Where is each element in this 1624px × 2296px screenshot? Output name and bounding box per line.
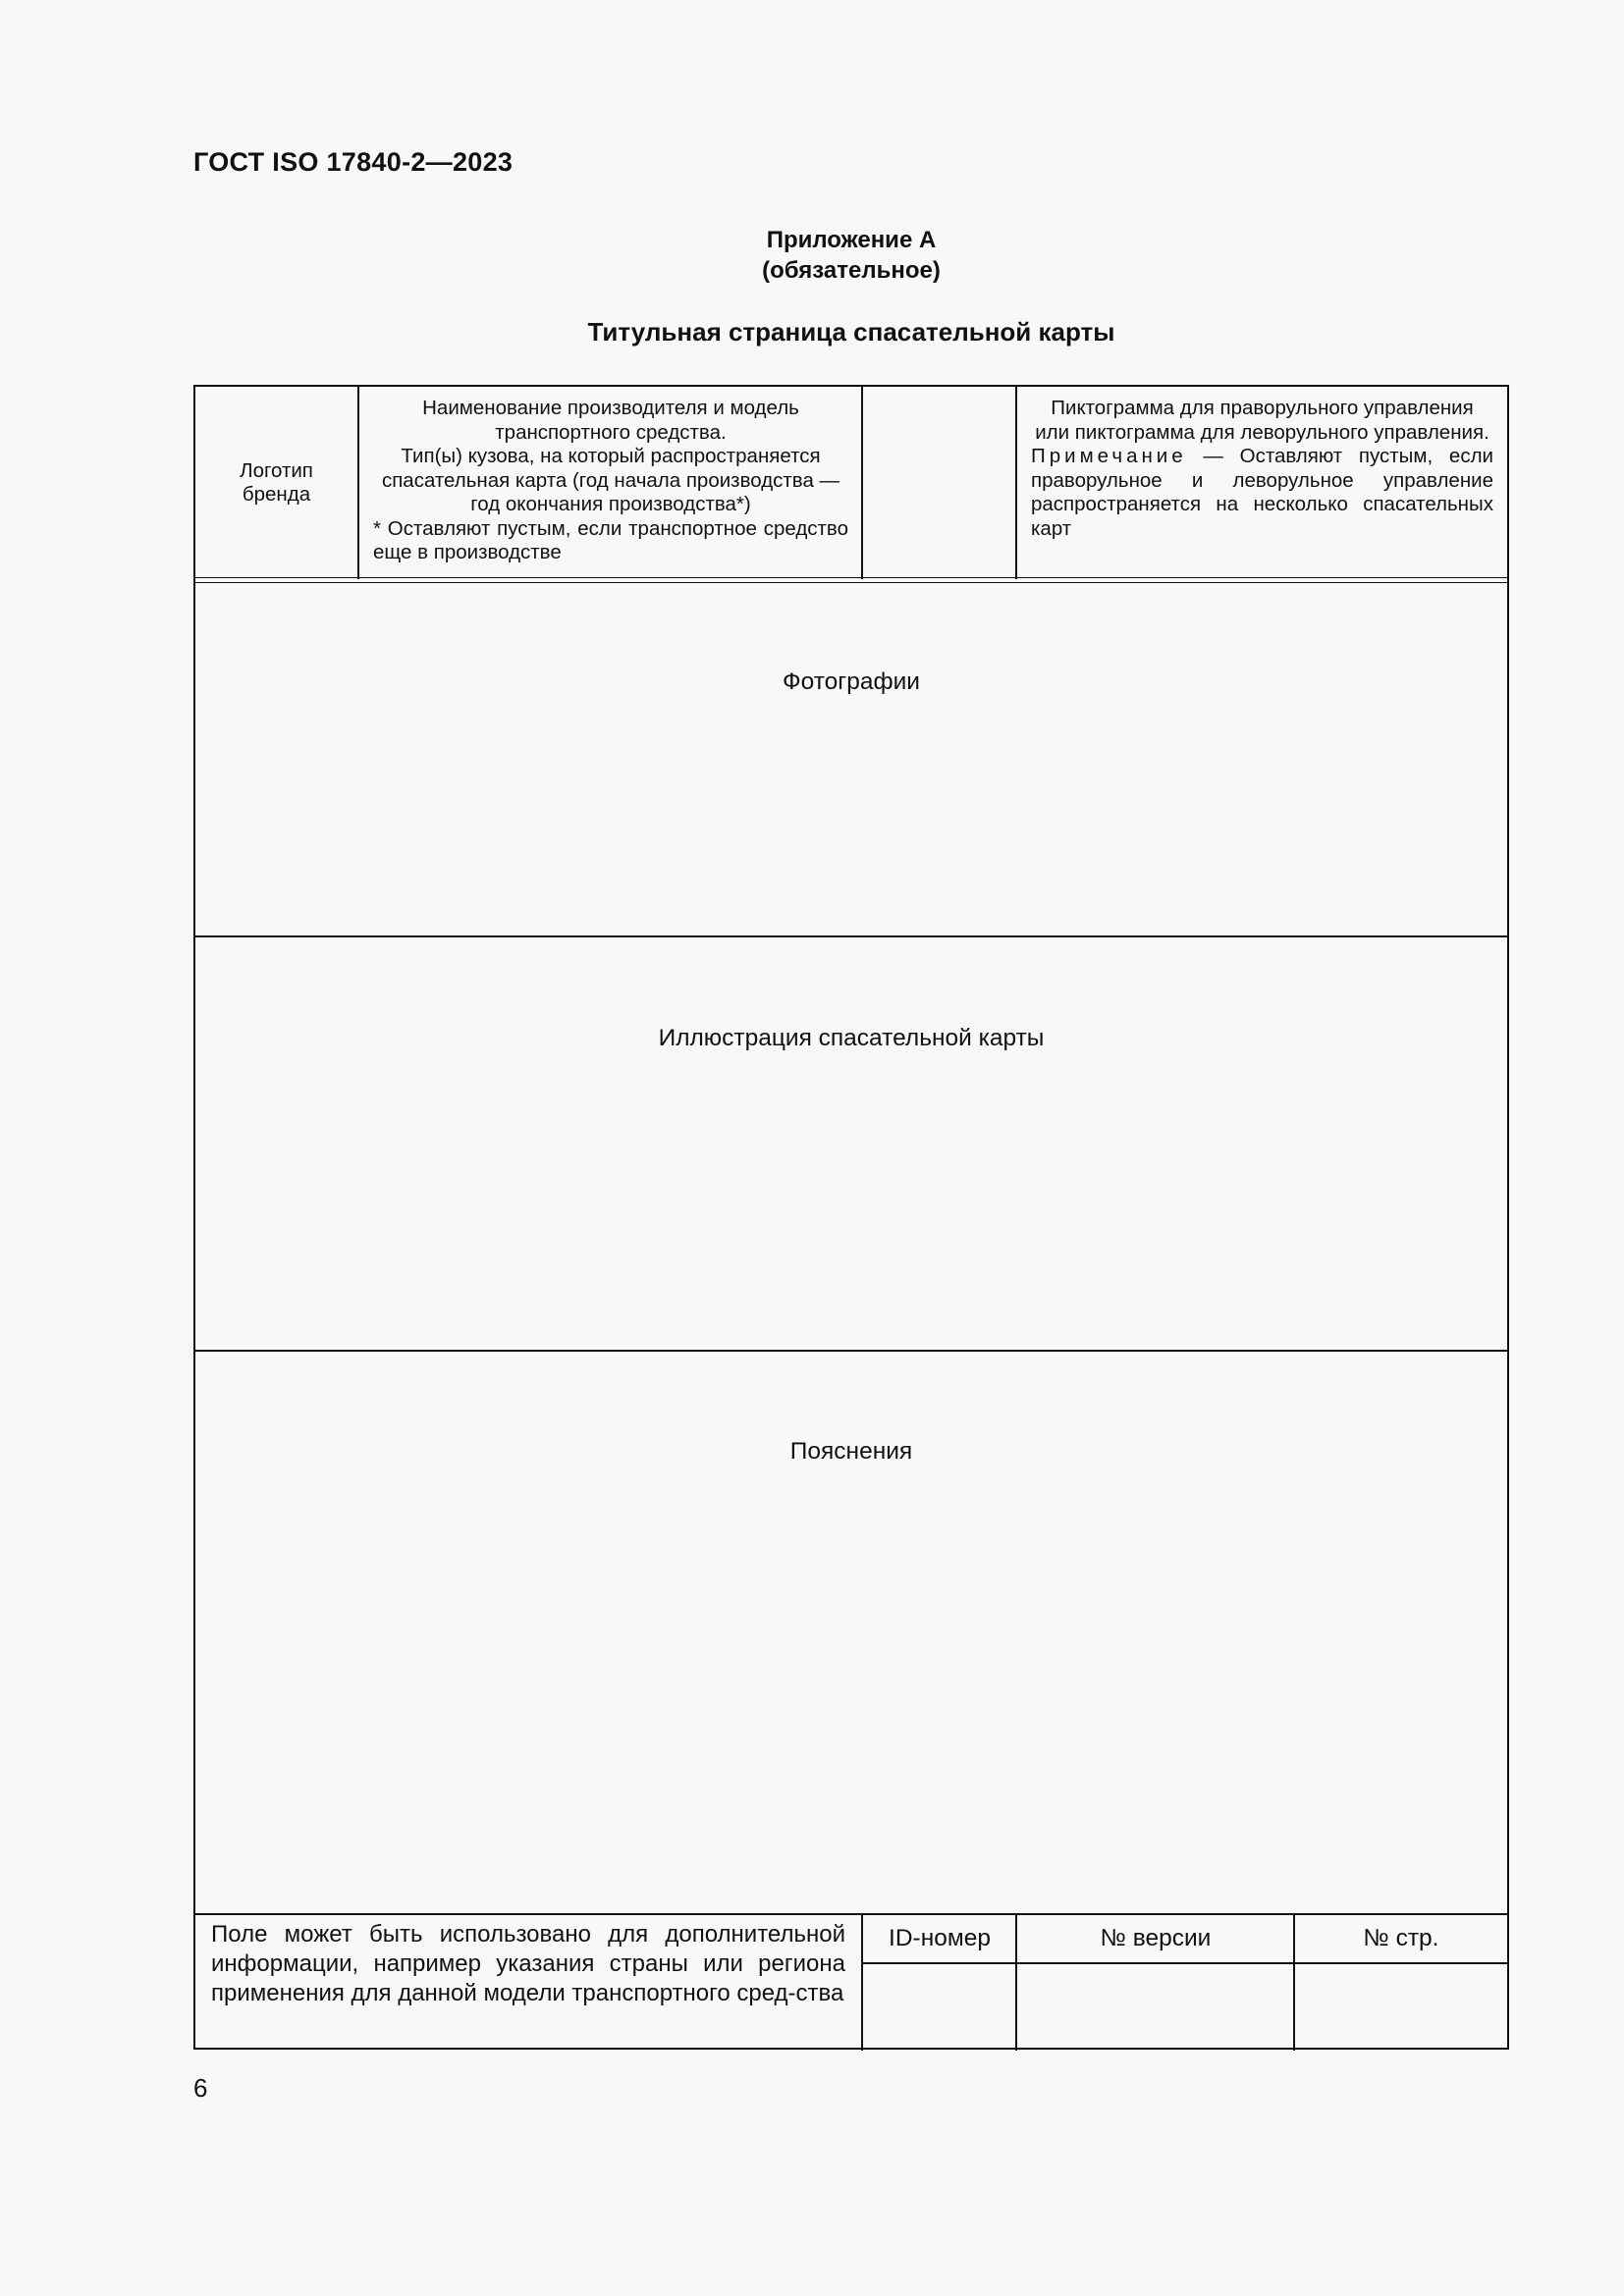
top-row-bottom-line (195, 577, 1507, 578)
manufacturer-cell (359, 397, 862, 579)
version-header (1017, 1915, 1294, 1962)
footer-note: Поле может быть использовано для дополнительной информации, например указания страны или региона применения для данной модели транспортного сред-ства (211, 1921, 845, 2006)
document-code: ГОСТ ISO 17840-2—2023 (193, 147, 514, 177)
logo-cell-label: Логотип бренда (240, 458, 313, 506)
illustration-bottom-line (195, 1350, 1507, 1352)
annex-status: (обязательное) (762, 257, 941, 284)
id-number-label: ID-номер (889, 1925, 991, 1951)
footer-note-cell (195, 1916, 861, 2050)
annex-heading (193, 225, 1509, 286)
photos-bottom-line (195, 935, 1507, 937)
rescue-card-frame (193, 385, 1509, 2050)
manufacturer-footnote: * Оставляют пустым, если транспортное средство еще в производстве (373, 516, 848, 563)
page-number: 6 (193, 2073, 208, 2103)
empty-cell (863, 387, 1016, 579)
version-value-cell (1017, 1964, 1293, 2050)
note-label: Примечание (1031, 445, 1187, 467)
note-text: — Оставляют пустым, если праворульное и леворульное управление распространяется на несколько спасательных карт (1031, 445, 1493, 540)
id-number-header (863, 1915, 1016, 1962)
pictogram-note (1031, 445, 1493, 541)
explanations-label: Пояснения (789, 1438, 913, 1465)
manufacturer-line2: Тип(ы) кузова, на который распространяется спасательная карта (год начала производства — год окончания производства*) (381, 445, 840, 515)
page-label: № стр. (1363, 1925, 1439, 1951)
pictogram-cell (1017, 397, 1507, 579)
version-label: № версии (1100, 1925, 1212, 1951)
pictogram-text: Пиктограмма для праворульного управления или пиктограмма для леворульного управления. (1035, 397, 1489, 444)
logo-cell (195, 387, 357, 579)
page-header (1295, 1915, 1507, 1962)
illustration-label: Иллюстрация спасательной карты (658, 1025, 1045, 1051)
page-value-cell (1295, 1964, 1507, 2050)
manufacturer-line1: Наименование производителя и модель транспортного средства. (422, 397, 799, 444)
photos-label: Фотографии (782, 668, 920, 695)
card-title: Титульная страница спасательной карты (587, 317, 1115, 347)
id-number-value-cell (863, 1964, 1015, 2050)
annex-title: Приложение А (766, 227, 937, 253)
top-row-bottom-line-2 (195, 582, 1507, 583)
